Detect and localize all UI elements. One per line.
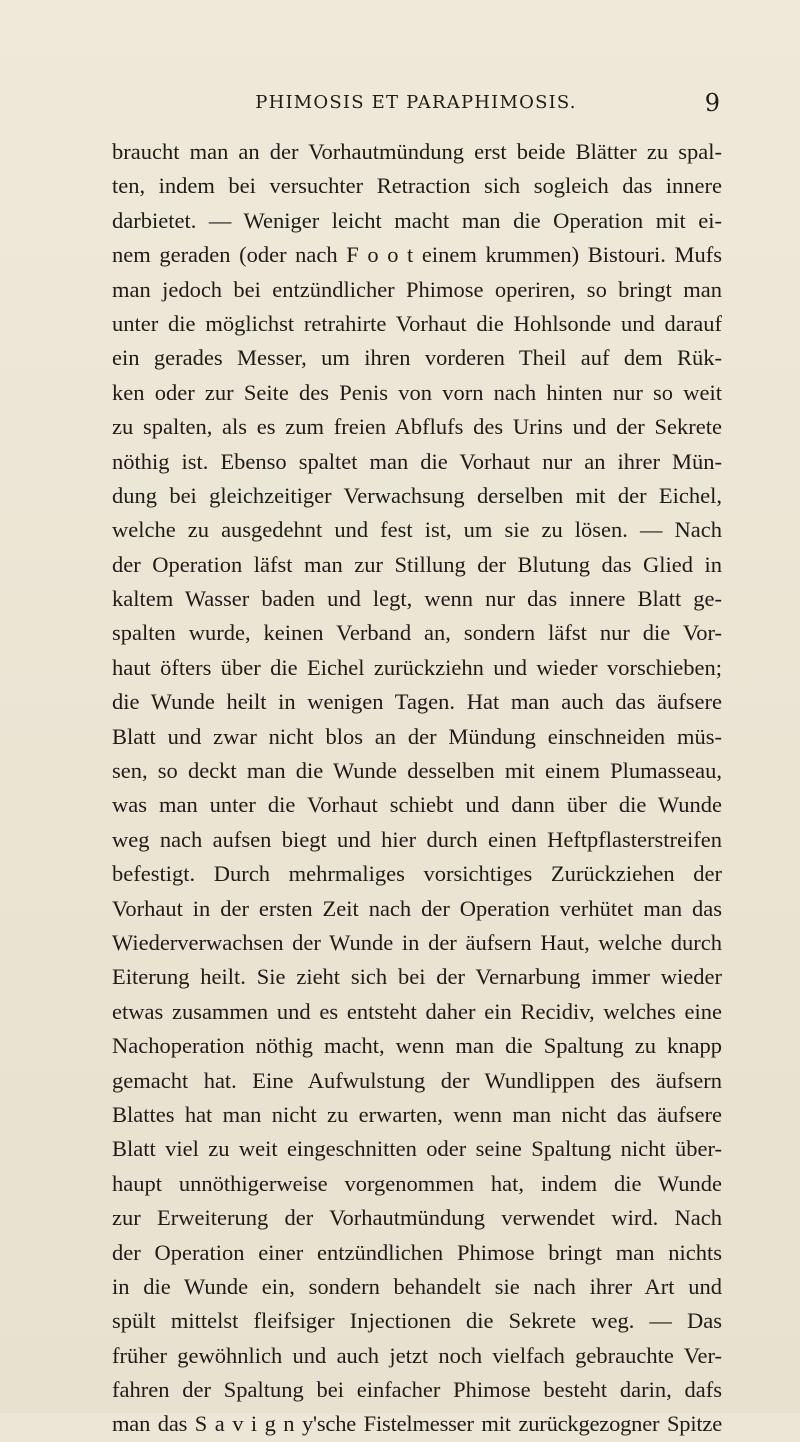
text-line: weg nach aufsen biegt und hier durch einen Heftpflasterstreifen	[112, 826, 722, 852]
text-line: man jedoch bei entzündlicher Phimose operiren, so bringt man	[112, 276, 722, 302]
text-line: haupt unnöthigerweise vorgenommen hat, indem die Wunde	[112, 1170, 722, 1196]
text-line: Wiederverwachsen der Wunde in der äufsern Haut, welche durch	[112, 929, 722, 955]
text-line: die Wunde heilt in wenigen Tagen. Hat man auch das äufsere	[112, 689, 722, 715]
text-line: Blattes hat man nicht zu erwarten, wenn man nicht das äufsere	[112, 1101, 722, 1127]
text-line: unter die möglichst retrahirte Vorhaut die Hohlsonde und darauf	[112, 310, 722, 336]
text-line: Eiterung heilt. Sie zieht sich bei der Vernarbung immer wieder	[112, 964, 722, 990]
page-header	[112, 86, 720, 120]
text-line: früher gewöhnlich und auch jetzt noch vielfach gebrauchte Ver-	[112, 1342, 722, 1368]
text-line: dung bei gleichzeitiger Verwachsung derselben mit der Eichel,	[112, 482, 722, 508]
text-line: Vorhaut in der ersten Zeit nach der Operation verhütet man das	[112, 895, 722, 921]
body-text	[112, 135, 722, 1442]
text-line: ein gerades Messer, um ihren vorderen Theil auf dem Rük-	[112, 345, 722, 371]
text-line: fahren der Spaltung bei einfacher Phimose besteht darin, dafs	[112, 1377, 722, 1403]
text-line: der Operation läfst man zur Stillung der Blutung das Glied in	[112, 551, 722, 577]
text-line: sen, so deckt man die Wunde desselben mit einem Plumasseau,	[112, 758, 722, 784]
text-line: man das S a v i g n y'sche Fistelmesser mit zurückgezogner Spitze	[112, 1411, 722, 1437]
text-line: kaltem Wasser baden und legt, wenn nur das innere Blatt ge-	[112, 586, 722, 612]
page-number: 9	[704, 89, 720, 117]
running-title: PHIMOSIS ET PARAPHIMOSIS.	[255, 92, 577, 113]
text-line: Blatt und zwar nicht blos an der Mündung einschneiden müs-	[112, 723, 722, 749]
text-line: welche zu ausgedehnt und fest ist, um sie zu lösen. — Nach	[112, 517, 722, 543]
text-line: braucht man an der Vorhautmündung erst beide Blätter zu spal-	[112, 139, 722, 164]
text-line: Blatt viel zu weit eingeschnitten oder seine Spaltung nicht über-	[112, 1136, 722, 1162]
text-line: haut öfters über die Eichel zurückziehn und wieder vorschieben;	[112, 654, 722, 680]
text-line: zur Erweiterung der Vorhautmündung verwendet wird. Nach	[112, 1205, 722, 1231]
text-line: ten, indem bei versuchter Retraction sich sogleich das innere	[112, 173, 722, 199]
text-line: der Operation einer entzündlichen Phimose bringt man nichts	[112, 1239, 722, 1265]
text-line: darbietet. — Weniger leicht macht man die Operation mit ei-	[112, 207, 722, 233]
text-line: befestigt. Durch mehrmaliges vorsichtiges Zurückziehen der	[112, 861, 722, 887]
text-line: spalten wurde, keinen Verband an, sondern läfst nur die Vor-	[112, 620, 722, 646]
text-line: in die Wunde ein, sondern behandelt sie nach ihrer Art und	[112, 1273, 722, 1299]
text-line: etwas zusammen und es entsteht daher ein Recidiv, welches eine	[112, 998, 722, 1024]
text-line: gemacht hat. Eine Aufwulstung der Wundlippen des äufsern	[112, 1067, 722, 1093]
text-line: nöthig ist. Ebenso spaltet man die Vorhaut nur an ihrer Mün-	[112, 448, 722, 474]
text-line: ken oder zur Seite des Penis von vorn nach hinten nur so weit	[112, 379, 722, 405]
text-line: was man unter die Vorhaut schiebt und dann über die Wunde	[112, 792, 722, 818]
text-line: zu spalten, als es zum freien Abflufs des Urins und der Sekrete	[112, 414, 722, 440]
text-line: Nachoperation nöthig macht, wenn man die Spaltung zu knapp	[112, 1033, 722, 1059]
text-line: spült mittelst fleifsiger Injectionen die Sekrete weg. — Das	[112, 1308, 722, 1334]
text-line: nem geraden (oder nach F o o t einem krummen) Bistouri. Mufs	[112, 242, 722, 268]
